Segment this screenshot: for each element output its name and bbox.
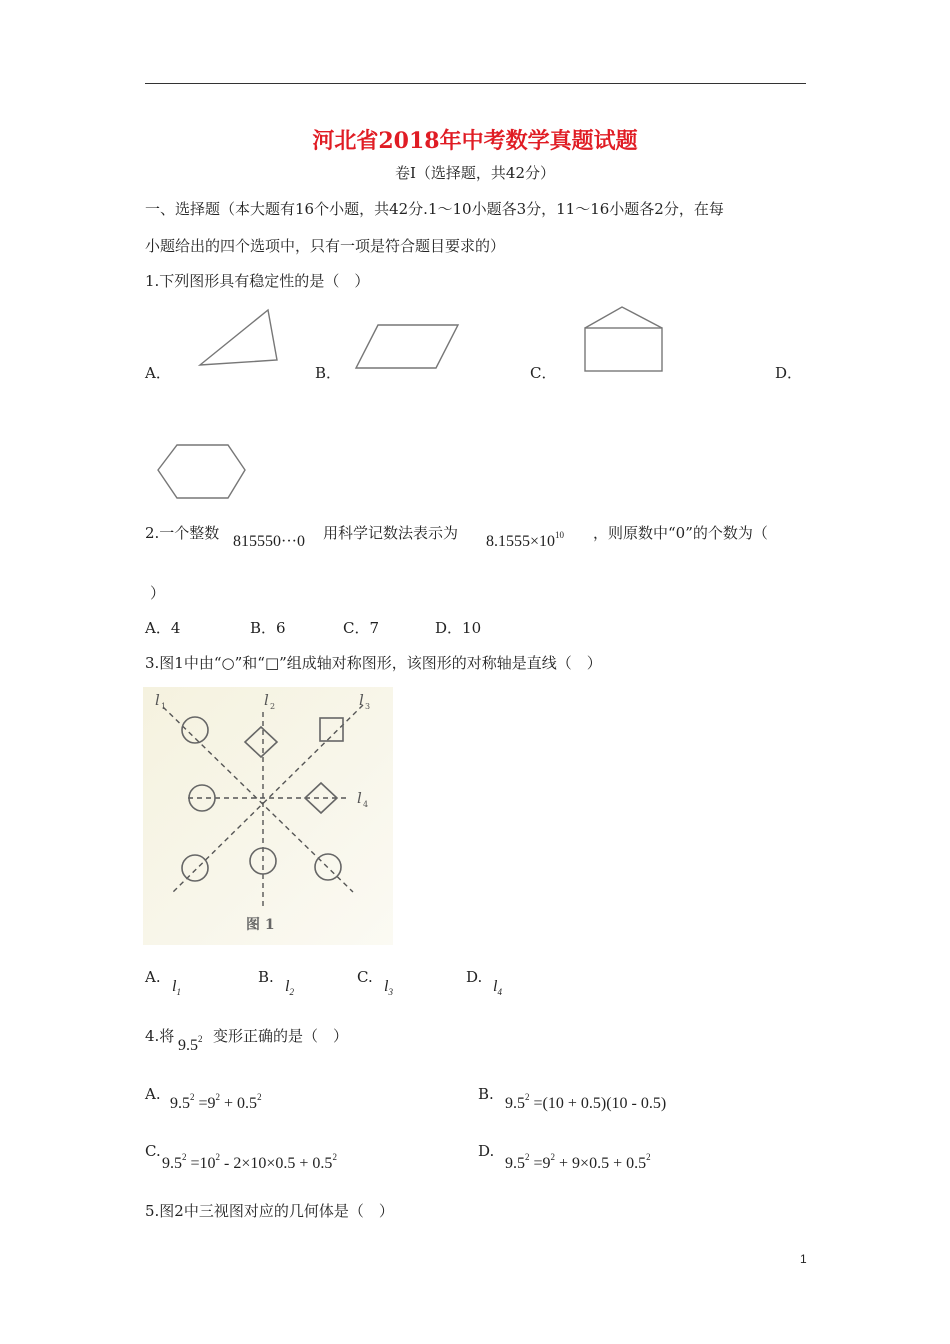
q4d-e2: 2	[550, 1152, 556, 1162]
section-instructions-line1: 一、选择题（本大题有16个小题，共42分.1～10小题各3分，11～16小题各2分，在每	[145, 200, 724, 218]
q4a-p2: =9	[194, 1095, 216, 1112]
q4c-p3: - 2×10×0.5 + 0.5	[220, 1155, 333, 1172]
triangle-shape	[200, 310, 277, 365]
q2-option-b: B．6	[250, 619, 286, 637]
q3-figure-drawing	[143, 687, 393, 945]
diamond-top-middle	[245, 727, 277, 757]
axis-l4-subscript: 4	[363, 800, 369, 809]
q1-option-a-label: A．	[145, 364, 171, 382]
q4c-e2: 2	[215, 1152, 221, 1162]
axis-l1-subscript: 1	[161, 702, 167, 711]
q4-option-b-expr	[505, 1092, 667, 1113]
q1-option-c-label: C．	[530, 364, 557, 382]
q3-option-b-value	[285, 978, 294, 996]
q4-option-b-label: B.	[478, 1085, 494, 1103]
q5-stem: 5.图2中三视图对应的几何体是（ ）	[145, 1202, 394, 1220]
q4d-p3: + 9×0.5 + 0.5	[555, 1155, 647, 1172]
q3-option-a-l: l	[172, 978, 177, 995]
axis-l3-subscript: 3	[365, 702, 371, 711]
axis-l2-subscript: 2	[270, 702, 276, 711]
q3-option-c-sub: 3	[388, 987, 393, 997]
q1-parallelogram-figure	[350, 315, 465, 375]
q3-option-a-letter: A.	[145, 968, 161, 986]
axis-l1-letter: l	[155, 691, 160, 709]
axis-l2-letter: l	[264, 691, 269, 709]
q4d-e1: 2	[525, 1152, 530, 1162]
q4c-p1: 9.5	[162, 1155, 182, 1172]
q1-stem: 1.下列图形具有稳定性的是（ ）	[145, 272, 370, 290]
parallelogram-shape	[356, 325, 458, 368]
q3-figure-1	[143, 687, 393, 945]
q2-integer: 815550···0	[233, 533, 305, 550]
q4-option-a-expr	[170, 1092, 262, 1113]
q4b-e1: 2	[525, 1092, 530, 1102]
q3-option-d-letter: D.	[466, 968, 483, 986]
q3-option-c-letter: C.	[357, 968, 373, 986]
q3-option-c-value	[384, 978, 393, 996]
q1-house-figure	[578, 300, 673, 380]
q4-exponent: 2	[198, 1034, 203, 1044]
q2-sci-exponent: 10	[555, 530, 565, 540]
q3-option-d-value	[493, 978, 502, 996]
q3-option-b-letter: B.	[258, 968, 274, 986]
q4b-p1: 9.5	[505, 1095, 525, 1112]
q2-option-a: A．4	[145, 619, 181, 637]
q4d-p2: =9	[529, 1155, 551, 1172]
q4c-p2: =10	[186, 1155, 216, 1172]
q2-option-d: D．10	[435, 619, 482, 637]
q4-stem-start: 4.将	[145, 1027, 175, 1045]
q4-option-a-label: A.	[145, 1085, 161, 1103]
q3-option-c-l: l	[384, 978, 389, 995]
q3-option-d-l: l	[493, 978, 498, 995]
q4-option-d-expr	[505, 1152, 651, 1173]
axis-l3-letter: l	[359, 691, 364, 709]
q4-base: 9.5	[178, 1037, 198, 1054]
q2-sci-base: 8.1555×10	[486, 533, 556, 550]
circle-bottom-left	[182, 855, 208, 881]
hexagon-shape	[158, 445, 245, 498]
q4d-p1: 9.5	[505, 1155, 525, 1172]
axis-l4-letter: l	[357, 789, 362, 807]
q1-option-b-label: B．	[315, 364, 342, 382]
q4b-p2: =(10 + 0.5)(10 - 0.5)	[529, 1095, 667, 1112]
q3-option-a-value	[172, 978, 181, 996]
q4-option-d-label: D.	[478, 1142, 495, 1160]
q4-expression	[178, 1034, 203, 1055]
q3-option-b-l: l	[285, 978, 290, 995]
square-top-right	[320, 718, 343, 741]
header-rule	[145, 83, 806, 84]
q3-option-b-sub: 2	[289, 987, 294, 997]
paper-subtitle: 卷Ⅰ（选择题，共42分）	[394, 164, 555, 182]
page-title: 河北省2018年中考数学真题试题	[312, 128, 638, 154]
q2-stem-mid: 用科学记数法表示为	[323, 524, 459, 542]
q4-option-c-label: C.	[145, 1142, 161, 1160]
page-number: 1	[800, 1252, 807, 1266]
q4d-e3: 2	[646, 1152, 651, 1162]
q4c-e1: 2	[182, 1152, 187, 1162]
q2-stem-start: 2.一个整数	[145, 524, 220, 542]
q4c-e3: 2	[332, 1152, 337, 1162]
q4a-e1: 2	[190, 1092, 195, 1102]
q1-hexagon-figure	[150, 440, 255, 505]
q2-scientific-notation	[486, 530, 565, 551]
q4-option-c-expr	[162, 1152, 337, 1173]
q3-option-d-sub: 4	[497, 987, 502, 997]
q2-option-c: C．7	[343, 619, 380, 637]
q1-triangle-figure	[190, 300, 290, 380]
axis-l1-line	[163, 707, 353, 892]
q4a-e3: 2	[257, 1092, 262, 1102]
roof-shape	[585, 307, 662, 328]
q4-stem-end: 变形正确的是（ ）	[213, 1027, 349, 1045]
q4a-e2: 2	[215, 1092, 221, 1102]
rectangle-shape	[585, 328, 662, 371]
section-instructions-line2: 小题给出的四个选项中，只有一项是符合题目要求的）	[145, 237, 506, 255]
figure-1-caption: 图 1	[246, 917, 275, 933]
q4a-p3: + 0.5	[220, 1095, 258, 1112]
q4a-p1: 9.5	[170, 1095, 190, 1112]
q2-stem-end: ，则原数中“0”的个数为（	[593, 524, 768, 542]
q3-stem: 3.图1中由“○”和“□”组成轴对称图形，该图形的对称轴是直线（ ）	[145, 654, 602, 672]
q1-option-d-label: D．	[775, 364, 803, 382]
q3-option-a-sub: 1	[176, 987, 181, 997]
q2-close-paren: ）	[150, 584, 166, 602]
